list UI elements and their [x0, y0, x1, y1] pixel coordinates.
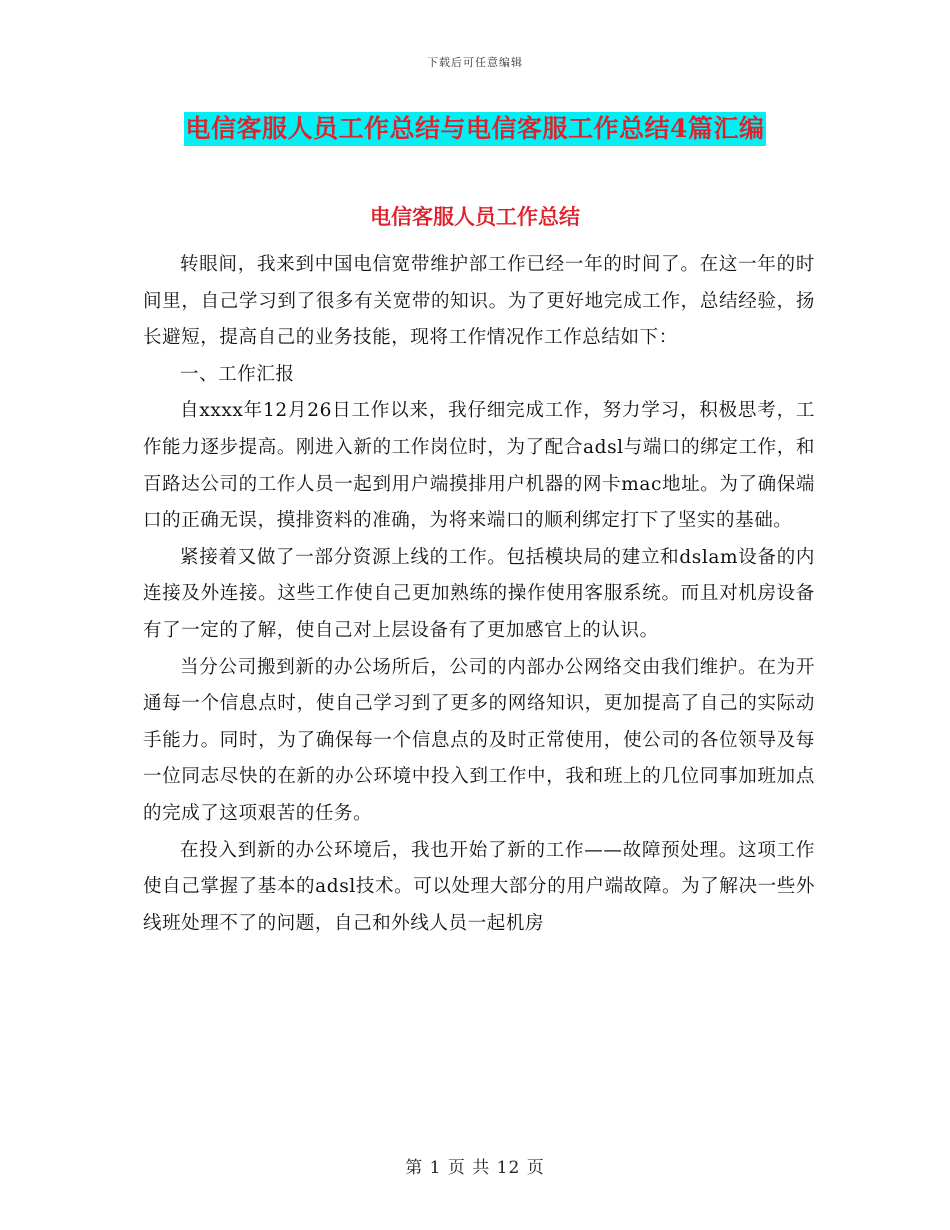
section-title: 电信客服人员工作总结 — [370, 204, 580, 229]
page-header-note: 下载后可任意编辑 — [427, 56, 523, 69]
page-number-footer: 第 1 页 共 12 页 — [405, 1158, 545, 1178]
paragraph-resources-online: 紧接着又做了一部分资源上线的工作。包括模块局的建立和dslam设备的内连接及外连接。这些工作使自己更加熟练的操作使用客服系统。而且对机房设备有了一定的了解，使自己对上层设备有了更加感官上的认识。 — [143, 546, 815, 641]
paragraph-fault-preprocessing: 在投入到新的办公环境后，我也开始了新的工作——故障预处理。这项工作使自己掌握了基本的adsl技术。可以处理大部分的用户端故障。为了解决一些外线班处理不了的问题，自己和外线人员一起机房 — [143, 839, 815, 934]
paragraph-office-network: 当分公司搬到新的办公场所后，公司的内部办公网络交由我们维护。在为开通每一个信息点时，使自己学习到了更多的网络知识，更加提高了自己的实际动手能力。同时，为了确保每一个信息点的及时正常使用，使公司的各位领导及每一位同志尽快的在新的办公环境中投入到工作中，我和班上的几位同事加班加点的完成了这项艰苦的任务。 — [143, 656, 815, 824]
document-body — [143, 247, 815, 942]
document-main-title: 电信客服人员工作总结与电信客服工作总结4篇汇编 — [184, 112, 767, 146]
main-title-container — [0, 112, 950, 146]
paragraph-heading-work-report: 一、工作汇报 — [180, 363, 295, 385]
paragraph-intro: 转眼间，我来到中国电信宽带维护部工作已经一年的时间了。在这一年的时间里，自己学习到了很多有关宽带的知识。为了更好地完成工作，总结经验，扬长避短，提高自己的业务技能，现将工作情况作工作总结如下： — [143, 254, 815, 349]
paragraph-work-start: 自xxxx年12月26日工作以来，我仔细完成工作，努力学习，积极思考，工作能力逐步提高。刚进入新的工作岗位时，为了配合adsl与端口的绑定工作，和百路达公司的工作人员一起到用户端摸排用户机器的网卡mac地址。为了确保端口的正确无误，摸排资料的准确，为将来端口的顺利绑定打下了坚实的基础。 — [143, 400, 815, 532]
